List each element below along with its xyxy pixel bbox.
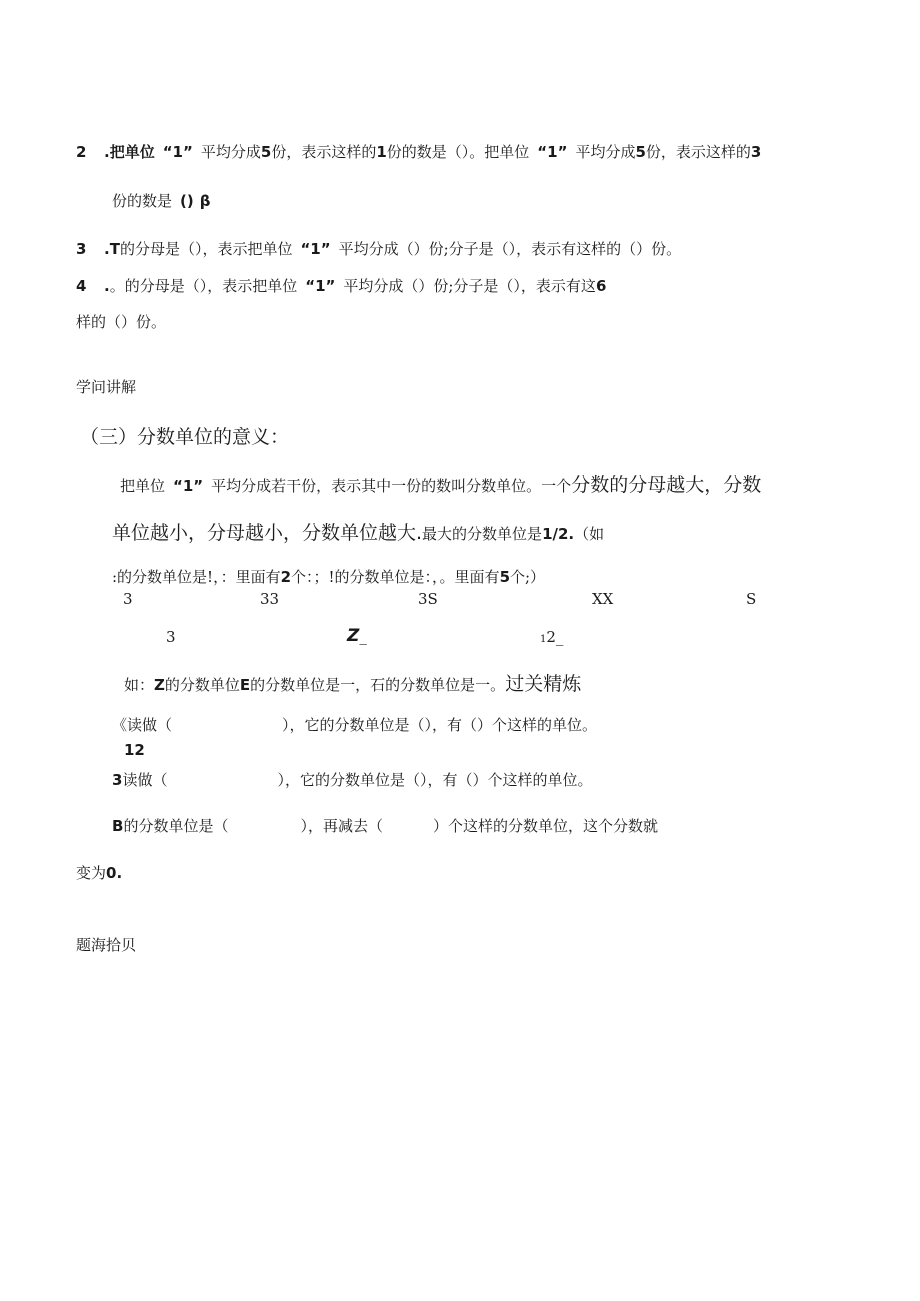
exercise-2: 3读做（ ），它的分数单位是（），有（）个这样的单位。 bbox=[112, 771, 593, 789]
fraction-fragment: S bbox=[746, 590, 757, 608]
fraction-fragment: 33 bbox=[260, 590, 280, 608]
explanation-line-3: :的分数单位是!，：里面有2个：；!的分数单位是：，。里面有5个;） bbox=[112, 568, 546, 586]
exercise-1-number: 12 bbox=[124, 741, 145, 759]
section-label-problems: 题海拾贝 bbox=[76, 936, 137, 954]
section-title-practice: 过关精炼 bbox=[505, 673, 582, 695]
fraction-fragment: XX bbox=[592, 590, 614, 608]
explanation-line-2: 单位越小，分母越小，分数单位越大.最大的分数单位是1/2.（如 bbox=[112, 522, 605, 544]
fraction-fragment: 3 bbox=[123, 590, 133, 608]
exercise-3-line-2: 变为0. bbox=[76, 864, 123, 882]
fraction-fragment: 12_ bbox=[540, 628, 564, 646]
fraction-fragment: Z_ bbox=[347, 626, 367, 646]
question-2-line-1: 2 .把单位 “1” 平均分成5份，表示这样的1份的数是（）。把单位 “1” 平均分成5份，表示这样的3 bbox=[76, 143, 762, 161]
fraction-fragment: 3S bbox=[418, 590, 438, 608]
question-number: 3 bbox=[76, 240, 87, 258]
question-number: 4 bbox=[76, 277, 87, 295]
exercise-1: 《读做（ ），它的分数单位是（），有（）个这样的单位。 bbox=[112, 716, 598, 734]
section-title: （三）分数单位的意义： bbox=[80, 426, 290, 448]
question-4-line-2: 样的（）份。 bbox=[76, 313, 167, 331]
question-number: 2 bbox=[76, 143, 87, 161]
exercise-3-line-1: B的分数单位是（ ），再减去（ ）个这样的分数单位，这个分数就 bbox=[112, 817, 658, 835]
example-line: 如：Z的分数单位E的分数单位是一，石的分数单位是一。过关精炼 bbox=[124, 673, 582, 695]
explanation-line-1: 把单位 “1” 平均分成若干份，表示其中一份的数叫分数单位。一个分数的分母越大，分数 bbox=[120, 474, 762, 496]
question-4-line-1: 4 .。的分母是（），表示把单位 “1” 平均分成（）份;分子是（），表示有这6 bbox=[76, 277, 607, 295]
question-3: 3 .T的分母是（），表示把单位 “1” 平均分成（）份;分子是（），表示有这样的（）份。 bbox=[76, 240, 682, 258]
section-label-knowledge: 学问讲解 bbox=[76, 378, 137, 396]
fraction-fragment: 3 bbox=[166, 628, 176, 646]
question-2-line-2: 份的数是 () β bbox=[112, 192, 211, 210]
